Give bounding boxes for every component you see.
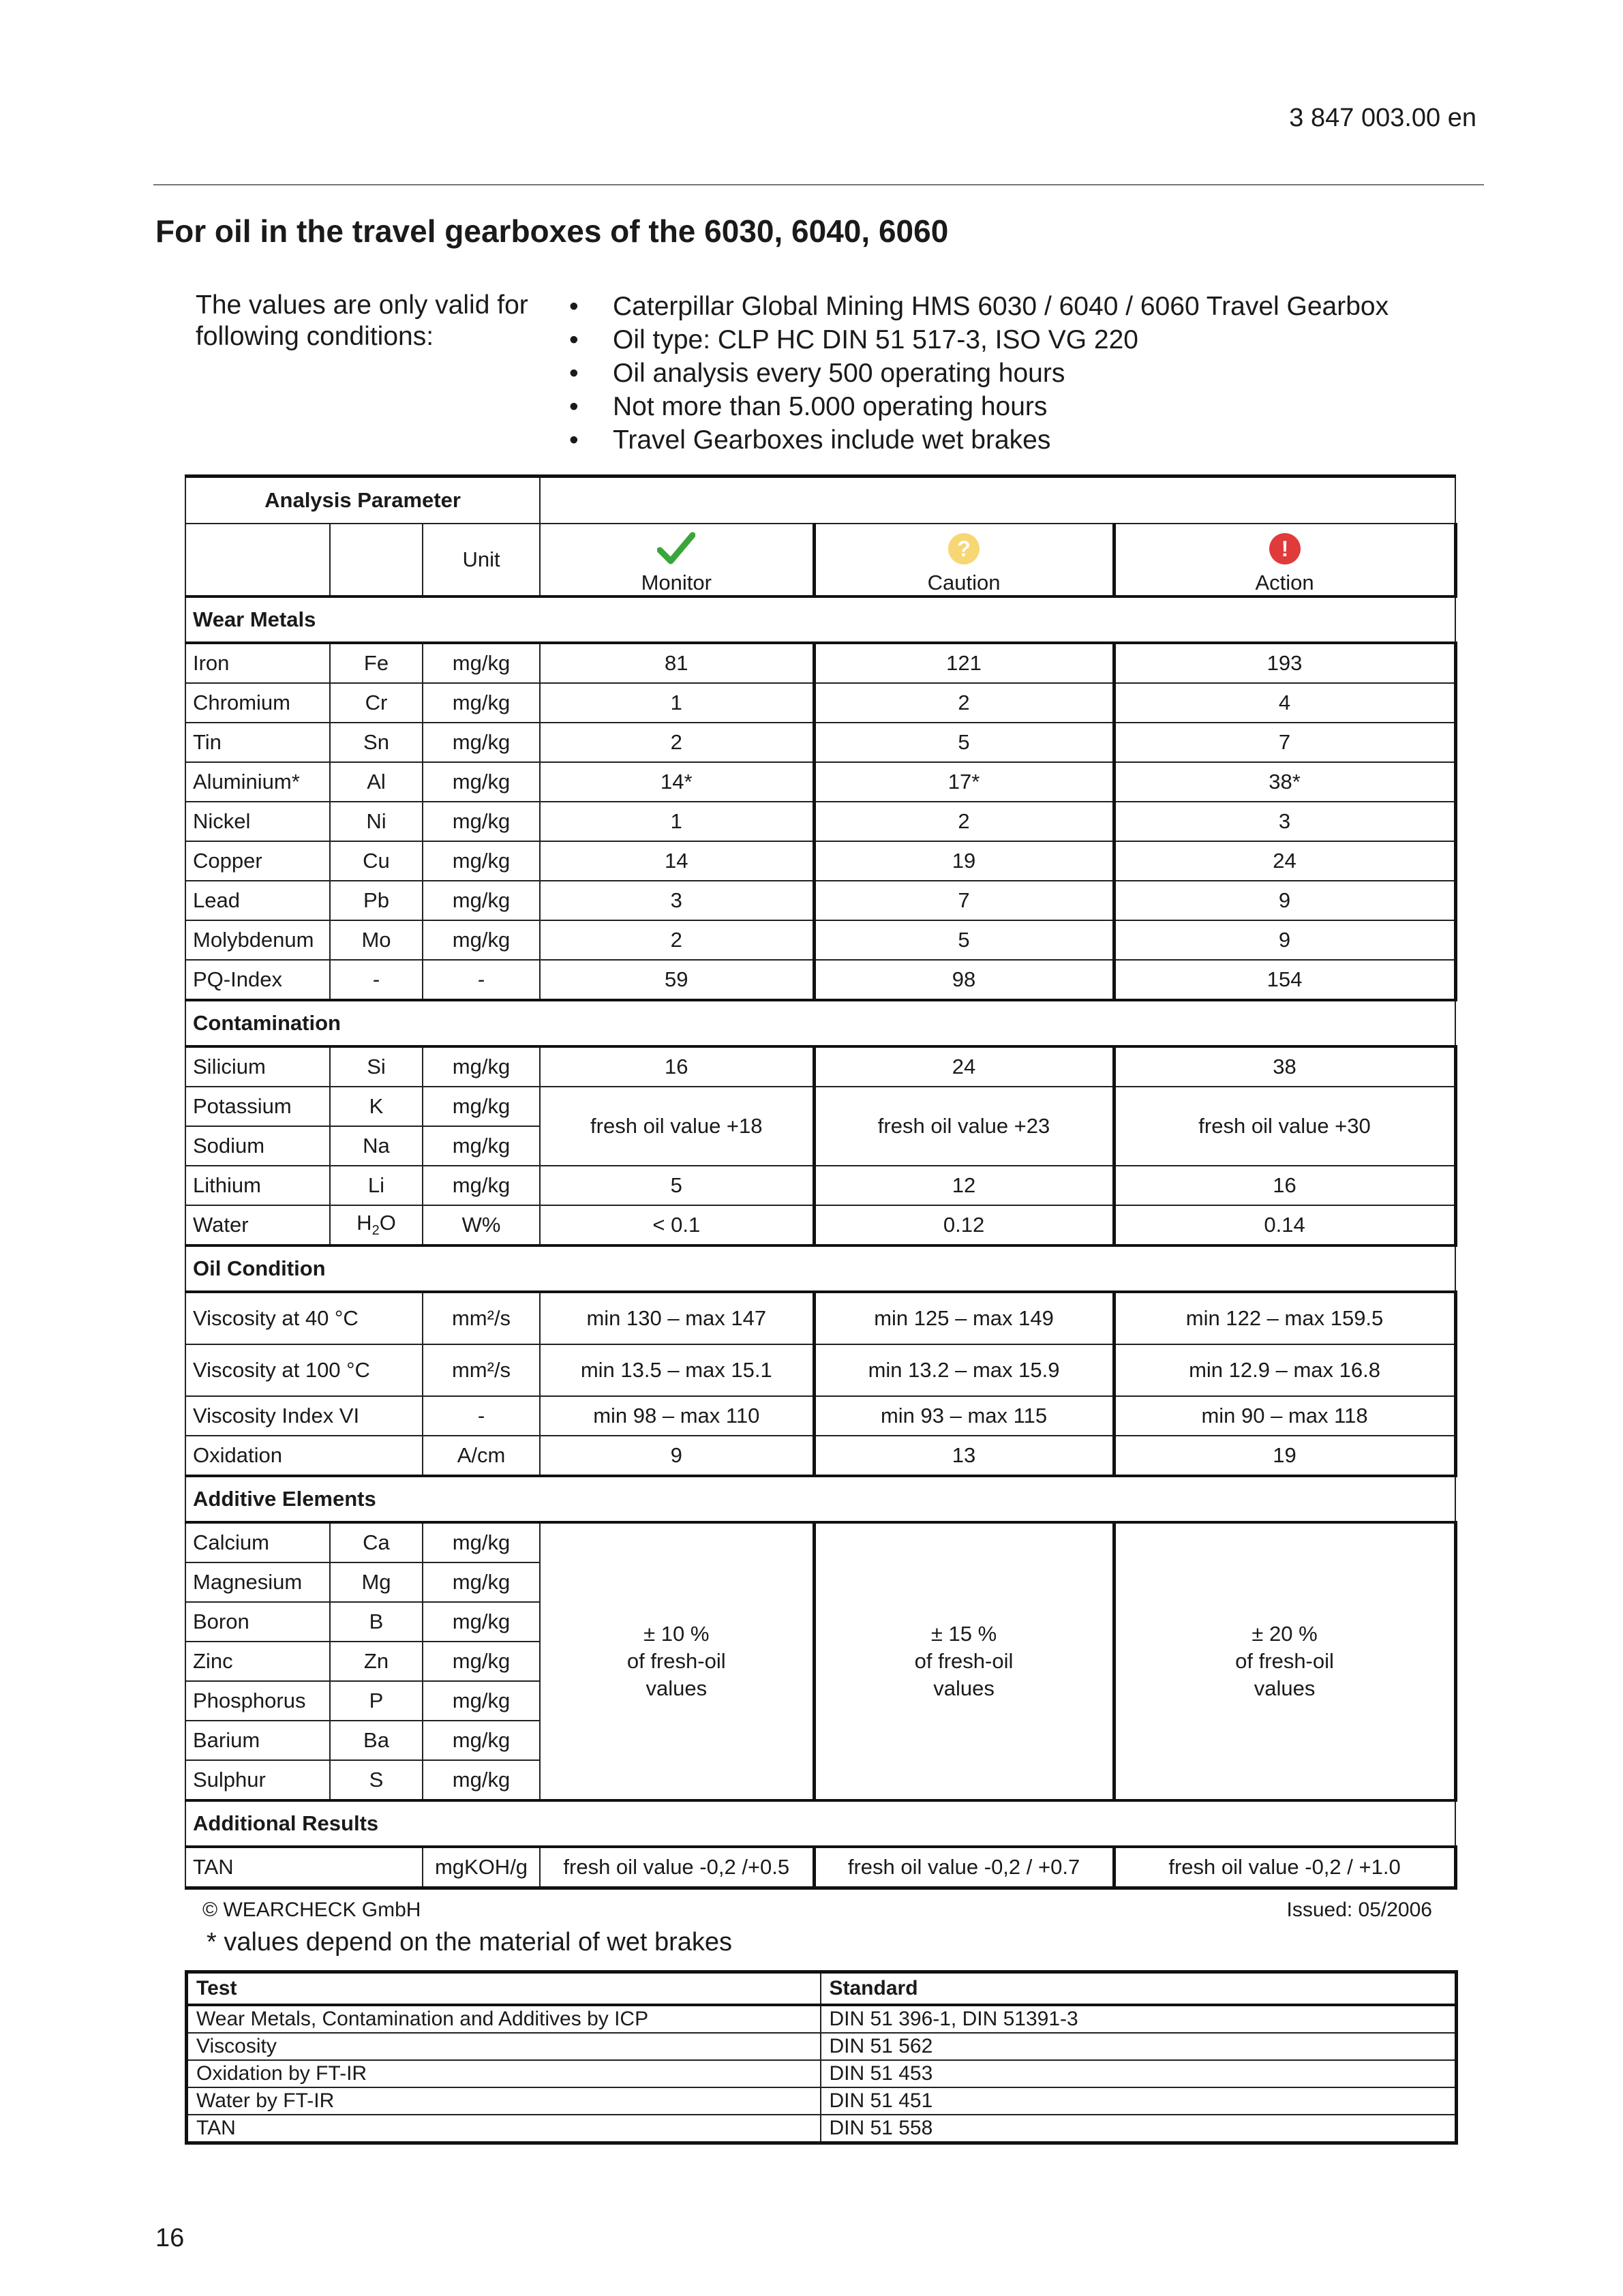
- additive-tolerance-line: ± 20 %: [1252, 1622, 1318, 1646]
- param-symbol: Pb: [330, 881, 423, 920]
- table-row: [185, 1205, 1455, 1245]
- page-title: For oil in the travel gearboxes of the 6030, 6040, 6060: [155, 213, 949, 249]
- table-row: [185, 960, 1455, 1000]
- condition-item: • Oil type: CLP HC DIN 51 517-3, ISO VG 220: [569, 323, 1389, 357]
- param-unit: mg/kg: [423, 683, 540, 723]
- monitor-value: min 13.5 – max 15.1: [540, 1344, 814, 1396]
- param-symbol: K: [330, 1087, 423, 1126]
- caution-label: Caution: [927, 571, 1001, 594]
- monitor-value: 14*: [540, 762, 814, 802]
- param-unit: mg/kg: [423, 1046, 540, 1087]
- monitor-value: 1: [540, 683, 814, 723]
- monitor-value: 3: [540, 881, 814, 920]
- monitor-value: fresh oil value -0,2 /+0.5: [540, 1847, 814, 1888]
- param-unit: mg/kg: [423, 920, 540, 960]
- action-value: min 122 – max 159.5: [1114, 1292, 1455, 1344]
- table-row: [185, 1166, 1455, 1205]
- param-symbol: B: [330, 1602, 423, 1642]
- test-standard: DIN 51 558: [821, 2115, 1457, 2143]
- param-name: Silicium: [185, 1046, 330, 1087]
- header-blank: [330, 524, 423, 596]
- param-symbol: Sn: [330, 723, 423, 762]
- param-unit: mg/kg: [423, 841, 540, 881]
- caution-value: fresh oil value -0,2 / +0.7: [814, 1847, 1114, 1888]
- caution-value: min 93 – max 115: [814, 1396, 1114, 1436]
- action-value: 7: [1114, 723, 1455, 762]
- conditions-list: [569, 290, 1389, 457]
- caution-value: 121: [814, 643, 1114, 683]
- action-value: 19: [1114, 1436, 1455, 1476]
- param-symbol: Li: [330, 1166, 423, 1205]
- svg-text:!: !: [1281, 537, 1288, 561]
- param-name: Potassium: [185, 1087, 330, 1126]
- test-name: Viscosity: [187, 2033, 821, 2060]
- action-label: Action: [1255, 571, 1314, 594]
- param-unit: W%: [423, 1205, 540, 1245]
- param-name: Calcium: [185, 1522, 330, 1562]
- param-unit: mg/kg: [423, 1602, 540, 1642]
- caution-value: 12: [814, 1166, 1114, 1205]
- param-name: Phosphorus: [185, 1681, 330, 1721]
- param-name: Water: [185, 1205, 330, 1245]
- table-row: [185, 1522, 1455, 1562]
- caution-value: 2: [814, 802, 1114, 841]
- caution-value: 0.12: [814, 1205, 1114, 1245]
- header-blank: [185, 524, 330, 596]
- limit-values-table: [185, 474, 1457, 1890]
- param-unit: mg/kg: [423, 723, 540, 762]
- caution-value: 98: [814, 960, 1114, 1000]
- table-row: [185, 1046, 1455, 1087]
- monitor-value: < 0.1: [540, 1205, 814, 1245]
- param-name: Nickel: [185, 802, 330, 841]
- param-unit: mm²/s: [423, 1292, 540, 1344]
- condition-item: • Not more than 5.000 operating hours: [569, 390, 1389, 423]
- caution-value: 7: [814, 881, 1114, 920]
- analysis-parameter-header: Analysis Parameter: [185, 477, 540, 524]
- monitor-value: 16: [540, 1046, 814, 1087]
- test-name: Water by FT-IR: [187, 2087, 821, 2115]
- caution-value: 13: [814, 1436, 1114, 1476]
- additive-tolerance-line: values: [646, 1676, 708, 1700]
- table-row: [185, 841, 1455, 881]
- action-value: 9: [1114, 881, 1455, 920]
- caution-value: 19: [814, 841, 1114, 881]
- table-row: [187, 2087, 1457, 2115]
- section-title-additive-elements: Additive Elements: [185, 1476, 1455, 1522]
- param-symbol: Na: [330, 1126, 423, 1166]
- table-row: [185, 643, 1455, 683]
- monitor-header: [540, 524, 814, 596]
- monitor-value: 9: [540, 1436, 814, 1476]
- monitor-value: 2: [540, 920, 814, 960]
- param-name: Lithium: [185, 1166, 330, 1205]
- param-symbol: Zn: [330, 1642, 423, 1681]
- test-standards-table: [185, 1970, 1458, 2145]
- table-row: [185, 1292, 1455, 1344]
- param-unit: mg/kg: [423, 643, 540, 683]
- svg-text:?: ?: [957, 537, 971, 561]
- param-unit: mg/kg: [423, 1562, 540, 1602]
- section-title-oil-condition: Oil Condition: [185, 1245, 1455, 1292]
- caution-value: 2: [814, 683, 1114, 723]
- param-symbol: Ca: [330, 1522, 423, 1562]
- table-row: [187, 2060, 1457, 2087]
- test-name: Oxidation by FT-IR: [187, 2060, 821, 2087]
- condition-item: • Oil analysis every 500 operating hours: [569, 357, 1389, 390]
- param-name: Tin: [185, 723, 330, 762]
- exclamation-icon: [1267, 531, 1303, 567]
- param-unit: -: [423, 1396, 540, 1436]
- monitor-value: 81: [540, 643, 814, 683]
- monitor-value: 1: [540, 802, 814, 841]
- test-standard: DIN 51 451: [821, 2087, 1457, 2115]
- table-row: [185, 723, 1455, 762]
- param-symbol: Cr: [330, 683, 423, 723]
- monitor-value: 14: [540, 841, 814, 881]
- param-unit: mg/kg: [423, 1126, 540, 1166]
- table-row: [185, 1436, 1455, 1476]
- table-row: [185, 1847, 1455, 1888]
- action-value: 16: [1114, 1166, 1455, 1205]
- additive-tolerance-line: of fresh-oil: [626, 1649, 726, 1673]
- param-name: Chromium: [185, 683, 330, 723]
- additive-tolerance-line: values: [933, 1676, 995, 1700]
- caution-value: 5: [814, 920, 1114, 960]
- monitor-value: min 130 – max 147: [540, 1292, 814, 1344]
- action-value: [1114, 1522, 1455, 1800]
- section-title-additional-results: Additional Results: [185, 1800, 1455, 1847]
- action-value: 4: [1114, 683, 1455, 723]
- param-name: PQ-Index: [185, 960, 330, 1000]
- action-value: 24: [1114, 841, 1455, 881]
- action-value: fresh oil value +30: [1114, 1087, 1455, 1166]
- test-name: Wear Metals, Contamination and Additives by ICP: [187, 2005, 821, 2033]
- param-symbol: Mo: [330, 920, 423, 960]
- additive-tolerance-line: of fresh-oil: [914, 1649, 1014, 1673]
- additive-tolerance-line: of fresh-oil: [1235, 1649, 1334, 1673]
- table-row: [185, 1087, 1455, 1126]
- param-symbol: Ba: [330, 1721, 423, 1760]
- monitor-value: fresh oil value +18: [540, 1087, 814, 1166]
- table-row: [185, 1344, 1455, 1396]
- param-symbol: Mg: [330, 1562, 423, 1602]
- table-row: [187, 2115, 1457, 2143]
- table-row: [185, 1396, 1455, 1436]
- param-symbol: -: [330, 960, 423, 1000]
- test-standard: DIN 51 453: [821, 2060, 1457, 2087]
- test-standard: DIN 51 562: [821, 2033, 1457, 2060]
- table-row: [185, 881, 1455, 920]
- param-unit: mg/kg: [423, 1760, 540, 1800]
- param-name: Zinc: [185, 1642, 330, 1681]
- table-row: [185, 762, 1455, 802]
- table-row: [187, 2033, 1457, 2060]
- param-name: Copper: [185, 841, 330, 881]
- param-symbol: Si: [330, 1046, 423, 1087]
- additive-tolerance-line: values: [1254, 1676, 1316, 1700]
- table-row: [185, 920, 1455, 960]
- standard-column-header: Standard: [821, 1972, 1457, 2006]
- action-value: min 12.9 – max 16.8: [1114, 1344, 1455, 1396]
- document-number: 3 847 003.00 en: [1289, 104, 1476, 132]
- caution-value: 5: [814, 723, 1114, 762]
- param-unit: mg/kg: [423, 802, 540, 841]
- action-value: 154: [1114, 960, 1455, 1000]
- test-column-header: Test: [187, 1972, 821, 2006]
- monitor-value: 5: [540, 1166, 814, 1205]
- param-name: TAN: [185, 1847, 423, 1888]
- action-value: 9: [1114, 920, 1455, 960]
- monitor-value: 2: [540, 723, 814, 762]
- param-unit: mg/kg: [423, 1087, 540, 1126]
- table-row: [187, 2005, 1457, 2033]
- param-symbol: Ni: [330, 802, 423, 841]
- param-name: Sodium: [185, 1126, 330, 1166]
- param-name: Barium: [185, 1721, 330, 1760]
- action-value: 3: [1114, 802, 1455, 841]
- param-unit: mg/kg: [423, 1166, 540, 1205]
- action-value: 0.14: [1114, 1205, 1455, 1245]
- param-unit: mg/kg: [423, 762, 540, 802]
- section-title-contamination: Contamination: [185, 1000, 1455, 1046]
- action-value: 193: [1114, 643, 1455, 683]
- condition-item: • Caterpillar Global Mining HMS 6030 / 6040 / 6060 Travel Gearbox: [569, 290, 1389, 323]
- caution-value: min 13.2 – max 15.9: [814, 1344, 1114, 1396]
- monitor-value: [540, 1522, 814, 1800]
- test-name: TAN: [187, 2115, 821, 2143]
- monitor-label: Monitor: [641, 571, 712, 594]
- question-icon: [946, 531, 982, 567]
- footnote: * values depend on the material of wet brakes: [207, 1928, 733, 1957]
- action-value: min 90 – max 118: [1114, 1396, 1455, 1436]
- param-name: Magnesium: [185, 1562, 330, 1602]
- param-name: Viscosity at 40 °C: [185, 1292, 423, 1344]
- action-value: fresh oil value -0,2 / +1.0: [1114, 1847, 1455, 1888]
- param-unit: mg/kg: [423, 1721, 540, 1760]
- caution-value: 17*: [814, 762, 1114, 802]
- param-unit: mg/kg: [423, 1522, 540, 1562]
- monitor-value: 59: [540, 960, 814, 1000]
- param-name: Sulphur: [185, 1760, 330, 1800]
- param-unit: mg/kg: [423, 881, 540, 920]
- param-symbol: Al: [330, 762, 423, 802]
- action-header: [1114, 524, 1455, 596]
- condition-item: • Travel Gearboxes include wet brakes: [569, 423, 1389, 457]
- action-value: 38*: [1114, 762, 1455, 802]
- param-name: Viscosity Index VI: [185, 1396, 423, 1436]
- param-symbol: Fe: [330, 643, 423, 683]
- table-row: [185, 683, 1455, 723]
- unit-header: Unit: [423, 524, 540, 596]
- caution-value: [814, 1522, 1114, 1800]
- param-unit: -: [423, 960, 540, 1000]
- table-row: [185, 802, 1455, 841]
- param-symbol: S: [330, 1760, 423, 1800]
- header-divider: [153, 184, 1484, 185]
- param-unit: mgKOH/g: [423, 1847, 540, 1888]
- param-name: Aluminium*: [185, 762, 330, 802]
- action-value: 38: [1114, 1046, 1455, 1087]
- caution-value: 24: [814, 1046, 1114, 1087]
- param-name: Oxidation: [185, 1436, 423, 1476]
- param-name: Molybdenum: [185, 920, 330, 960]
- param-name: Viscosity at 100 °C: [185, 1344, 423, 1396]
- check-icon: [657, 531, 695, 567]
- param-unit: mm²/s: [423, 1344, 540, 1396]
- param-symbol: Cu: [330, 841, 423, 881]
- additive-tolerance-line: ± 10 %: [643, 1622, 710, 1646]
- param-unit: mg/kg: [423, 1681, 540, 1721]
- test-standard: DIN 51 396-1, DIN 51391-3: [821, 2005, 1457, 2033]
- copyright: © WEARCHECK GmbH: [202, 1899, 421, 1921]
- issued-date: Issued: 05/2006: [1286, 1899, 1432, 1921]
- param-name: Lead: [185, 881, 330, 920]
- page-number: 16: [155, 2224, 185, 2252]
- param-name: Iron: [185, 643, 330, 683]
- monitor-value: min 98 – max 110: [540, 1396, 814, 1436]
- param-unit: mg/kg: [423, 1642, 540, 1681]
- section-title-wear-metals: Wear Metals: [185, 596, 1455, 643]
- header-blank: [540, 477, 1455, 524]
- param-symbol: $H_2O$: [330, 1205, 423, 1245]
- caution-value: fresh oil value +23: [814, 1087, 1114, 1166]
- param-unit: A/cm: [423, 1436, 540, 1476]
- param-name: Boron: [185, 1602, 330, 1642]
- caution-value: min 125 – max 149: [814, 1292, 1114, 1344]
- conditions-label: The values are only valid for following conditions:: [196, 290, 528, 351]
- param-symbol: P: [330, 1681, 423, 1721]
- caution-header: [814, 524, 1114, 596]
- additive-tolerance-line: ± 15 %: [930, 1622, 997, 1646]
